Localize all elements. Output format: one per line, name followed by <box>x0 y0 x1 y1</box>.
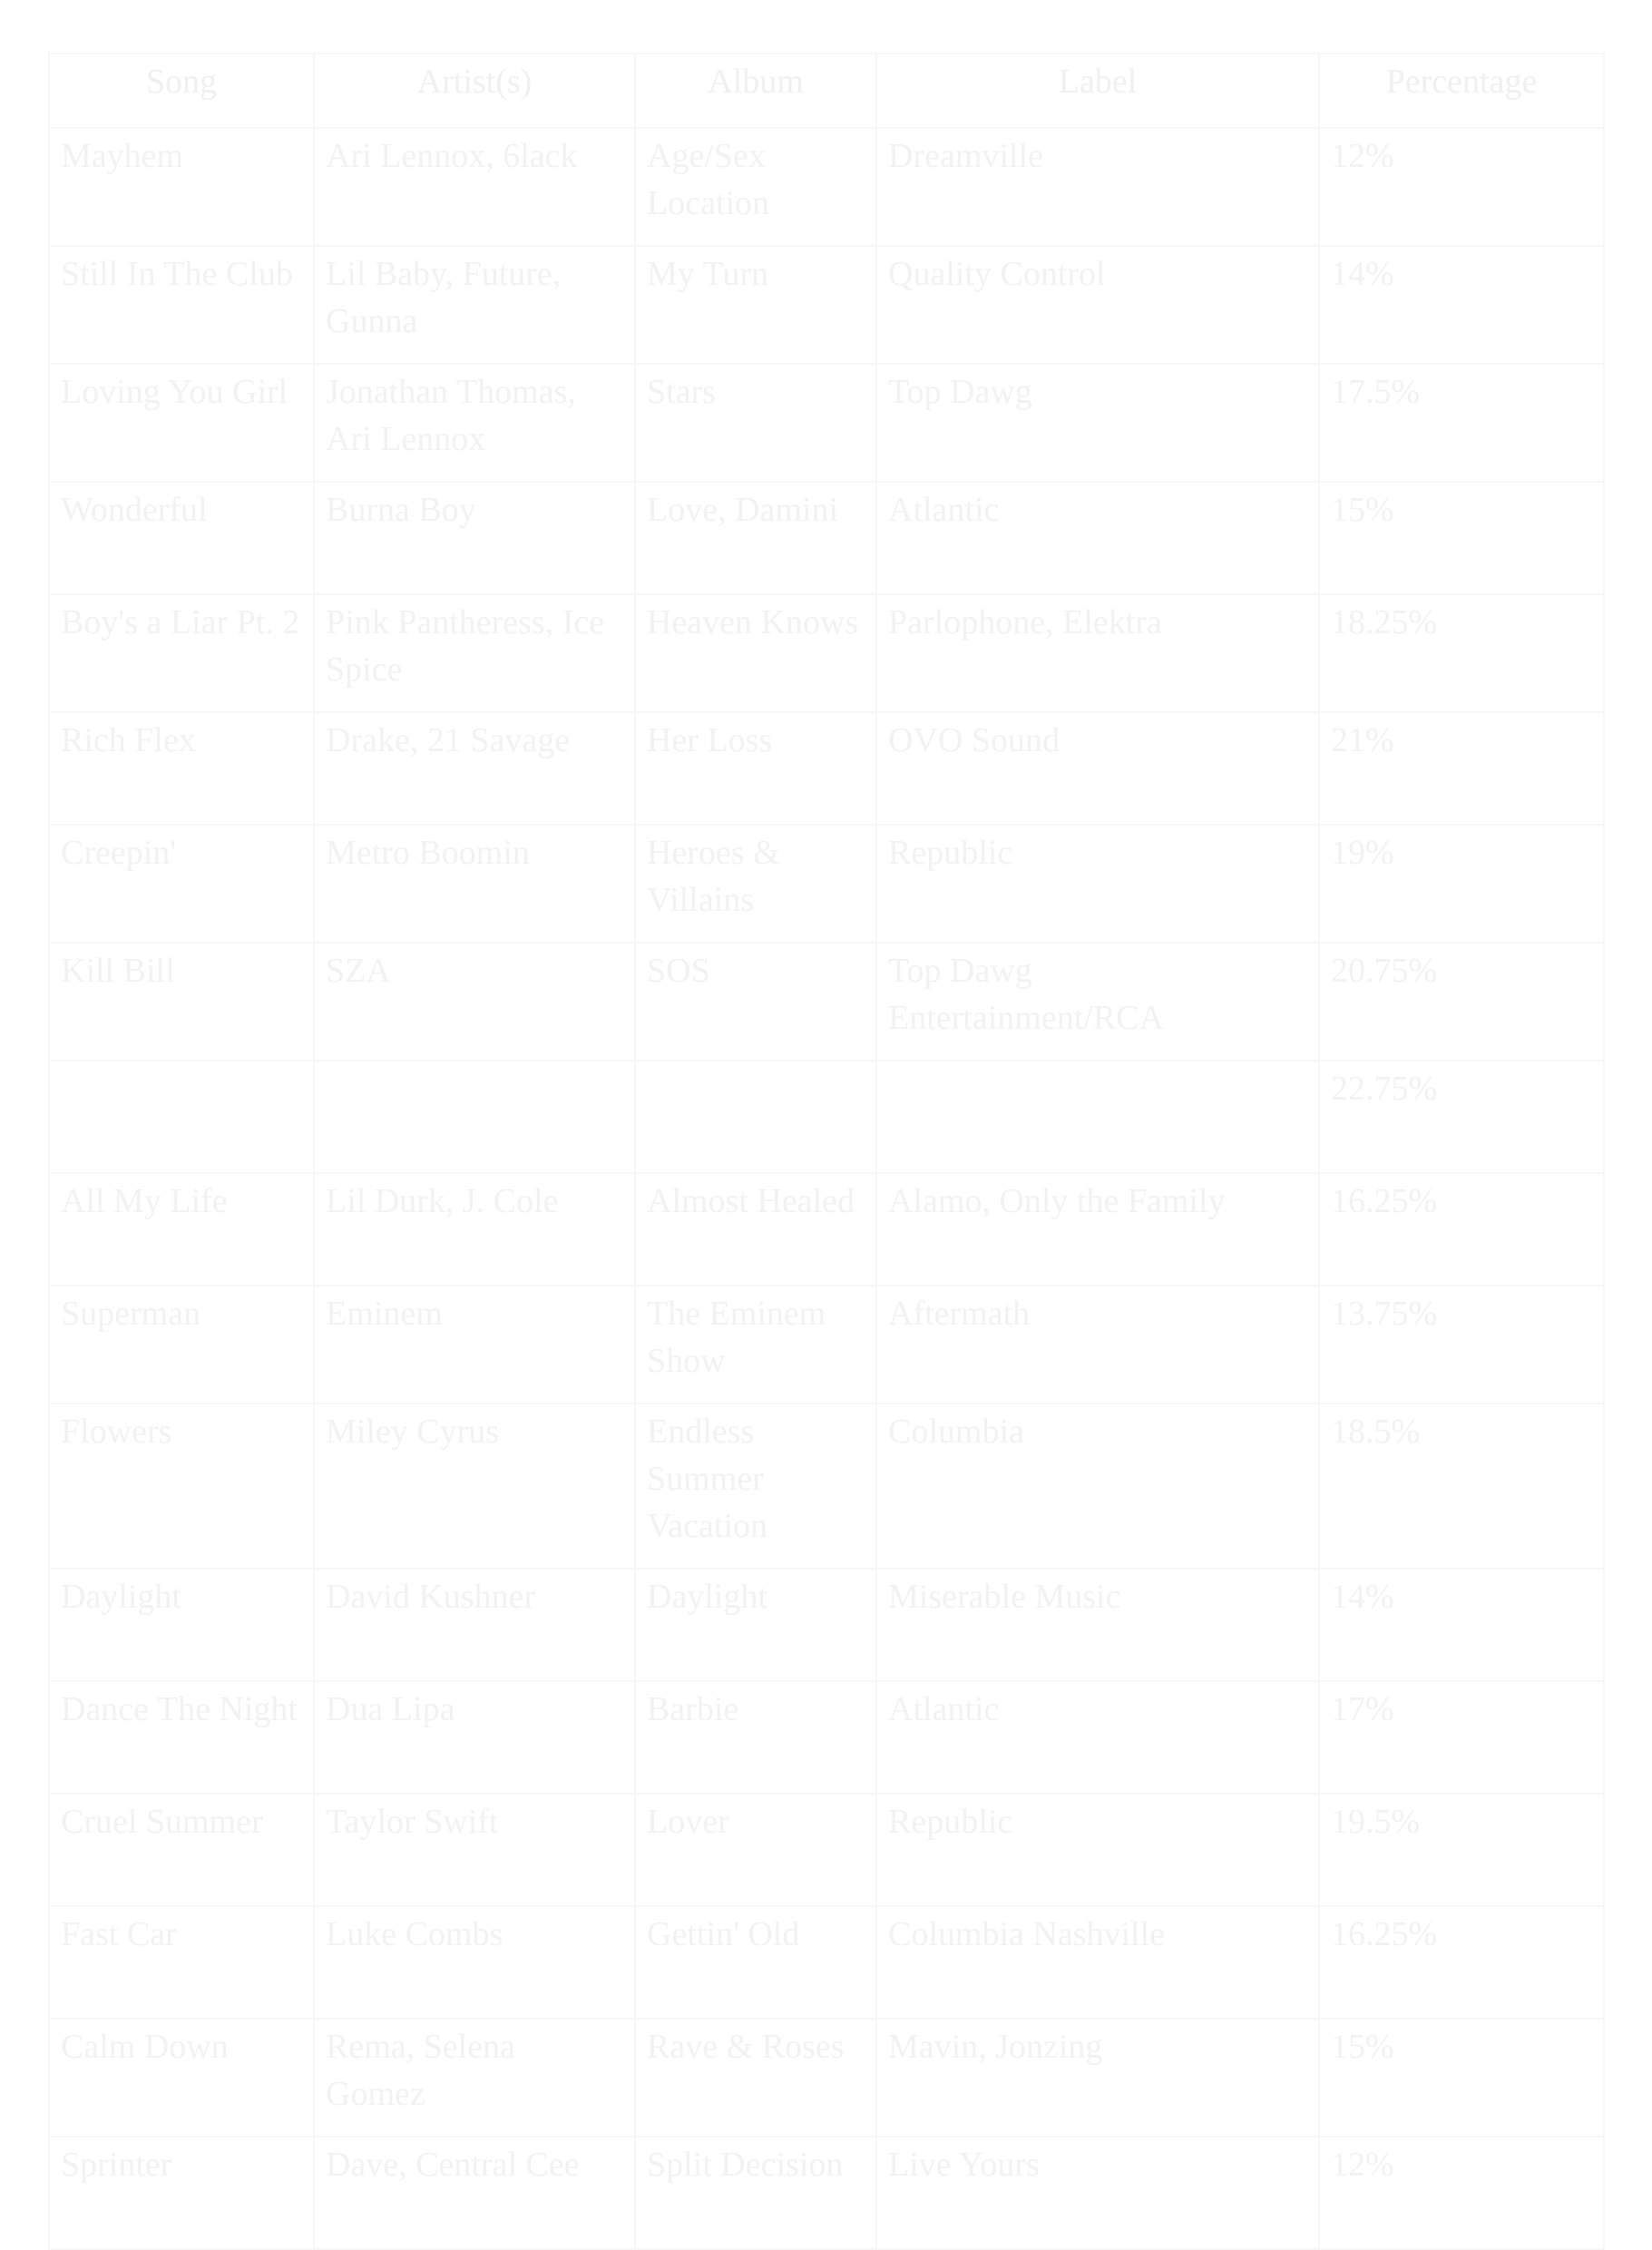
cell-label: Parlophone, Elektra <box>876 594 1319 712</box>
cell-percentage: 20.75% <box>1319 943 1604 1061</box>
cell-album: Daylight <box>635 1569 876 1681</box>
cell-song: Cruel Summer <box>49 1794 314 1906</box>
cell-artist: SZA <box>314 943 635 1061</box>
cell-album: Heaven Knows <box>635 594 876 712</box>
cell-album: Split Decision <box>635 2137 876 2249</box>
cell-album: Heroes & Villains <box>635 825 876 943</box>
table-row <box>49 1906 1604 2019</box>
cell-artist: Ari Lennox, 6lack <box>314 128 635 246</box>
header-song: Song <box>49 54 314 128</box>
cell-label: Mavin, Jonzing <box>876 2019 1319 2137</box>
cell-percentage: 12% <box>1319 128 1604 246</box>
cell-percentage: 16.25% <box>1319 1173 1604 1286</box>
table-row <box>49 482 1604 594</box>
cell-song <box>49 1061 314 1173</box>
cell-percentage: 14% <box>1319 246 1604 364</box>
cell-artist: Dave, Central Cee <box>314 2137 635 2249</box>
cell-artist: Eminem <box>314 1286 635 1404</box>
table-row <box>49 712 1604 825</box>
cell-album: SOS <box>635 943 876 1061</box>
cell-album: Barbie <box>635 1681 876 1794</box>
cell-song: Wonderful <box>49 482 314 594</box>
cell-song: Sprinter <box>49 2137 314 2249</box>
cell-album <box>635 1061 876 1173</box>
cell-artist: Dua Lipa <box>314 1681 635 1794</box>
cell-album: Gettin' Old <box>635 1906 876 2019</box>
cell-label: Top Dawg Entertainment/RCA <box>876 943 1319 1061</box>
cell-percentage: 14% <box>1319 1569 1604 1681</box>
cell-label: Republic <box>876 1794 1319 1906</box>
cell-artist: Pink Pantheress, Ice Spice <box>314 594 635 712</box>
cell-album: Love, Damini <box>635 482 876 594</box>
table-row <box>49 1286 1604 1404</box>
cell-song: Mayhem <box>49 128 314 246</box>
cell-song: Calm Down <box>49 2019 314 2137</box>
cell-artist: Miley Cyrus <box>314 1404 635 1569</box>
cell-label: Alamo, Only the Family <box>876 1173 1319 1286</box>
cell-percentage: 21% <box>1319 712 1604 825</box>
cell-song: Loving You Girl <box>49 364 314 482</box>
cell-artist: Jonathan Thomas, Ari Lennox <box>314 364 635 482</box>
cell-artist: Metro Boomin <box>314 825 635 943</box>
cell-percentage: 19.5% <box>1319 1794 1604 1906</box>
cell-label: Atlantic <box>876 1681 1319 1794</box>
cell-percentage: 18.5% <box>1319 1404 1604 1569</box>
cell-song: Rich Flex <box>49 712 314 825</box>
table-row <box>49 2019 1604 2137</box>
table-row <box>49 128 1604 246</box>
table-row <box>49 1569 1604 1681</box>
cell-album: Endless Summer Vacation <box>635 1404 876 1569</box>
cell-album: The Eminem Show <box>635 1286 876 1404</box>
header-row <box>49 54 1604 128</box>
cell-artist: Burna Boy <box>314 482 635 594</box>
cell-percentage: 17% <box>1319 1681 1604 1794</box>
cell-label: Live Yours <box>876 2137 1319 2249</box>
header-album: Album <box>635 54 876 128</box>
cell-label: Atlantic <box>876 482 1319 594</box>
table-body <box>49 128 1604 2249</box>
songs-table <box>48 53 1605 2250</box>
cell-artist: Drake, 21 Savage <box>314 712 635 825</box>
cell-artist: Luke Combs <box>314 1906 635 2019</box>
table-row <box>49 1681 1604 1794</box>
table-row <box>49 364 1604 482</box>
header-artist: Artist(s) <box>314 54 635 128</box>
table-row <box>49 1794 1604 1906</box>
cell-percentage: 12% <box>1319 2137 1604 2249</box>
cell-album: Stars <box>635 364 876 482</box>
cell-percentage: 13.75% <box>1319 1286 1604 1404</box>
cell-percentage: 17.5% <box>1319 364 1604 482</box>
cell-percentage: 18.25% <box>1319 594 1604 712</box>
cell-album: Rave & Roses <box>635 2019 876 2137</box>
cell-song: Still In The Club <box>49 246 314 364</box>
cell-song: Superman <box>49 1286 314 1404</box>
cell-album: My Turn <box>635 246 876 364</box>
cell-label: Top Dawg <box>876 364 1319 482</box>
header-percentage: Percentage <box>1319 54 1604 128</box>
cell-percentage: 19% <box>1319 825 1604 943</box>
cell-album: Her Loss <box>635 712 876 825</box>
cell-song: Flowers <box>49 1404 314 1569</box>
cell-artist <box>314 1061 635 1173</box>
cell-label: Republic <box>876 825 1319 943</box>
cell-percentage: 15% <box>1319 482 1604 594</box>
cell-artist: David Kushner <box>314 1569 635 1681</box>
cell-album: Lover <box>635 1794 876 1906</box>
cell-percentage: 22.75% <box>1319 1061 1604 1173</box>
table-row <box>49 1173 1604 1286</box>
cell-song: Creepin' <box>49 825 314 943</box>
cell-artist: Taylor Swift <box>314 1794 635 1906</box>
table-row <box>49 943 1604 1061</box>
header-label: Label <box>876 54 1319 128</box>
cell-song: Kill Bill <box>49 943 314 1061</box>
cell-artist: Rema, Selena Gomez <box>314 2019 635 2137</box>
table-row <box>49 1061 1604 1173</box>
table-row <box>49 1404 1604 1569</box>
cell-label: Dreamville <box>876 128 1319 246</box>
cell-song: All My Life <box>49 1173 314 1286</box>
cell-label <box>876 1061 1319 1173</box>
cell-artist: Lil Baby, Future, Gunna <box>314 246 635 364</box>
cell-label: OVO Sound <box>876 712 1319 825</box>
cell-label: Miserable Music <box>876 1569 1319 1681</box>
cell-percentage: 16.25% <box>1319 1906 1604 2019</box>
cell-label: Quality Control <box>876 246 1319 364</box>
cell-song: Boy's a Liar Pt. 2 <box>49 594 314 712</box>
table-row <box>49 594 1604 712</box>
cell-label: Columbia Nashville <box>876 1906 1319 2019</box>
cell-song: Fast Car <box>49 1906 314 2019</box>
cell-artist: Lil Durk, J. Cole <box>314 1173 635 1286</box>
cell-percentage: 15% <box>1319 2019 1604 2137</box>
cell-label: Aftermath <box>876 1286 1319 1404</box>
table-row <box>49 246 1604 364</box>
table-row <box>49 825 1604 943</box>
cell-label: Columbia <box>876 1404 1319 1569</box>
cell-album: Age/Sex Location <box>635 128 876 246</box>
cell-album: Almost Healed <box>635 1173 876 1286</box>
cell-song: Daylight <box>49 1569 314 1681</box>
cell-song: Dance The Night <box>49 1681 314 1794</box>
table-row <box>49 2137 1604 2249</box>
